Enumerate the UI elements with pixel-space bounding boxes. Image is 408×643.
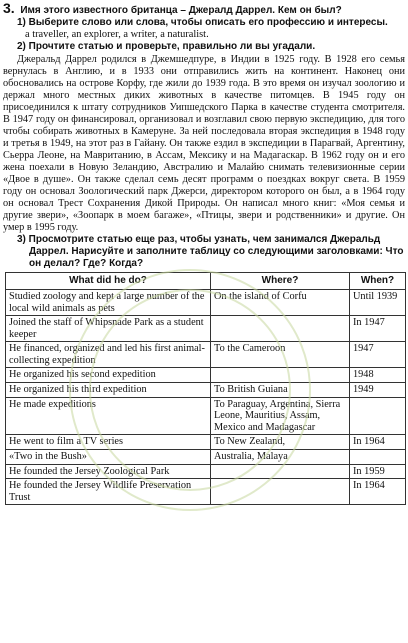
cell-when: In 1964 [350, 479, 406, 505]
table-row [6, 316, 406, 342]
cell-when: In 1959 [350, 464, 406, 479]
table-row [6, 368, 406, 383]
question-3: 3) Просмотрите статью еще раз, чтобы узнать, чем занимался Джеральд Даррел. Нарисуйте и заполните таблицу со следующими заголовками: Что он делал? Где? Когда? [17, 234, 404, 270]
table-row [6, 289, 406, 315]
task-block [3, 2, 405, 270]
cell-what: «Two in the Bush» [6, 450, 211, 465]
table-row [6, 435, 406, 450]
cell-when [350, 450, 406, 465]
cell-what: He founded the Jersey Zoological Park [6, 464, 211, 479]
header-when: When? [350, 273, 406, 290]
table-row [6, 450, 406, 465]
table-row [6, 479, 406, 505]
cell-where: To the Cameroon [211, 342, 350, 368]
cell-when: In 1947 [350, 316, 406, 342]
table-row [6, 464, 406, 479]
cell-where [211, 368, 350, 383]
cell-when: 1948 [350, 368, 406, 383]
cell-what: He organized his third expedition [6, 383, 211, 398]
task-title: Имя этого известного британца – Джералд Даррел. Кем он был? [20, 5, 342, 16]
cell-what: Joined the staff of Whipsnade Park as a student keeper [6, 316, 211, 342]
cell-where [211, 479, 350, 505]
cell-where: To New Zealand, [211, 435, 350, 450]
cell-when: Until 1939 [350, 289, 406, 315]
word-options: a traveller, an explorer, a writer, a naturalist. [25, 29, 209, 41]
cell-when [350, 397, 406, 435]
cell-what: He financed, organized and led his first animal-collecting expedition [6, 342, 211, 368]
table-header-row [6, 273, 406, 290]
table-row [6, 383, 406, 398]
cell-where [211, 316, 350, 342]
textbook-page [3, 2, 405, 505]
cell-what: He made expeditions [6, 397, 211, 435]
cell-what: He went to film a TV series [6, 435, 211, 450]
cell-when: In 1964 [350, 435, 406, 450]
cell-where [211, 464, 350, 479]
task-header [3, 2, 405, 17]
table-row [6, 342, 406, 368]
question-2: 2) Прочтите статью и проверьте, правильно ли вы угадали. [17, 41, 316, 53]
header-what: What did he do? [6, 273, 211, 290]
question-1: 1) Выберите слово или слова, чтобы описать его профессию и интересы. [17, 17, 388, 29]
cell-where: Australia, Malaya [211, 450, 350, 465]
header-where: Where? [211, 273, 350, 290]
table-row [6, 397, 406, 435]
cell-when: 1949 [350, 383, 406, 398]
durrell-table [5, 272, 406, 505]
cell-when: 1947 [350, 342, 406, 368]
cell-where: On the island of Corfu [211, 289, 350, 315]
cell-where: To Paraguay, Argentina, Sierra Leone, Mauritius, Assam, Mexico and Madagascar [211, 397, 350, 435]
cell-what: Studied zoology and kept a large number of the local wild animals as pets [6, 289, 211, 315]
cell-where: To British Guiana [211, 383, 350, 398]
task-number: 3. [3, 0, 15, 16]
table-body [6, 289, 406, 505]
article-text: Джеральд Даррел родился в Джемшедпуре, в Индии в 1925 году. В 1928 его семья вернулась в Англию, и в 1933 они отправились жить на континент. Наконец они обосновались на острове Корфу, где жили до 1939 года. В это время он изучал зоологию и держал много местных диких животных в качестве питомцев. В 1945 году он присоединился к штату сотрудников Уипшедского Парка в качестве студента смотрителя. В 1947 году он финансировал, организовал и возглавил свою первую экспедицию, для того чтобы собирать животных в Камеруне. За ней последовала вторая экспедиция в 1948 году и третья в 1949, на этот раз в Гайану. Он также ездил в экспедиции в Парагвай, Аргентину, Сьерра Леоне, на Мавританию, в Ассам, Мексику и на Мадагаскар. В 1962 году он и его жена поехали в Новую Зеландию, Австралию и Малайю снимать телевизионные серии «Двое в душе». Он также сделал семь десят программ о поездках вокруг света. В 1959 году он основал Зоологический парк Джерси, директором которого он был, а в 1964 году он основал Трест Сохранения Дикой Природы. Он написал много книг: «Моя семья и другие звери», «Зоопарк в моем багаже», «Птицы, звери и родственники» и другие. Он умер в 1995 году. [3, 53, 405, 234]
cell-what: He founded the Jersey Wildlife Preservation Trust [6, 479, 211, 505]
cell-what: He organized his second expedition [6, 368, 211, 383]
